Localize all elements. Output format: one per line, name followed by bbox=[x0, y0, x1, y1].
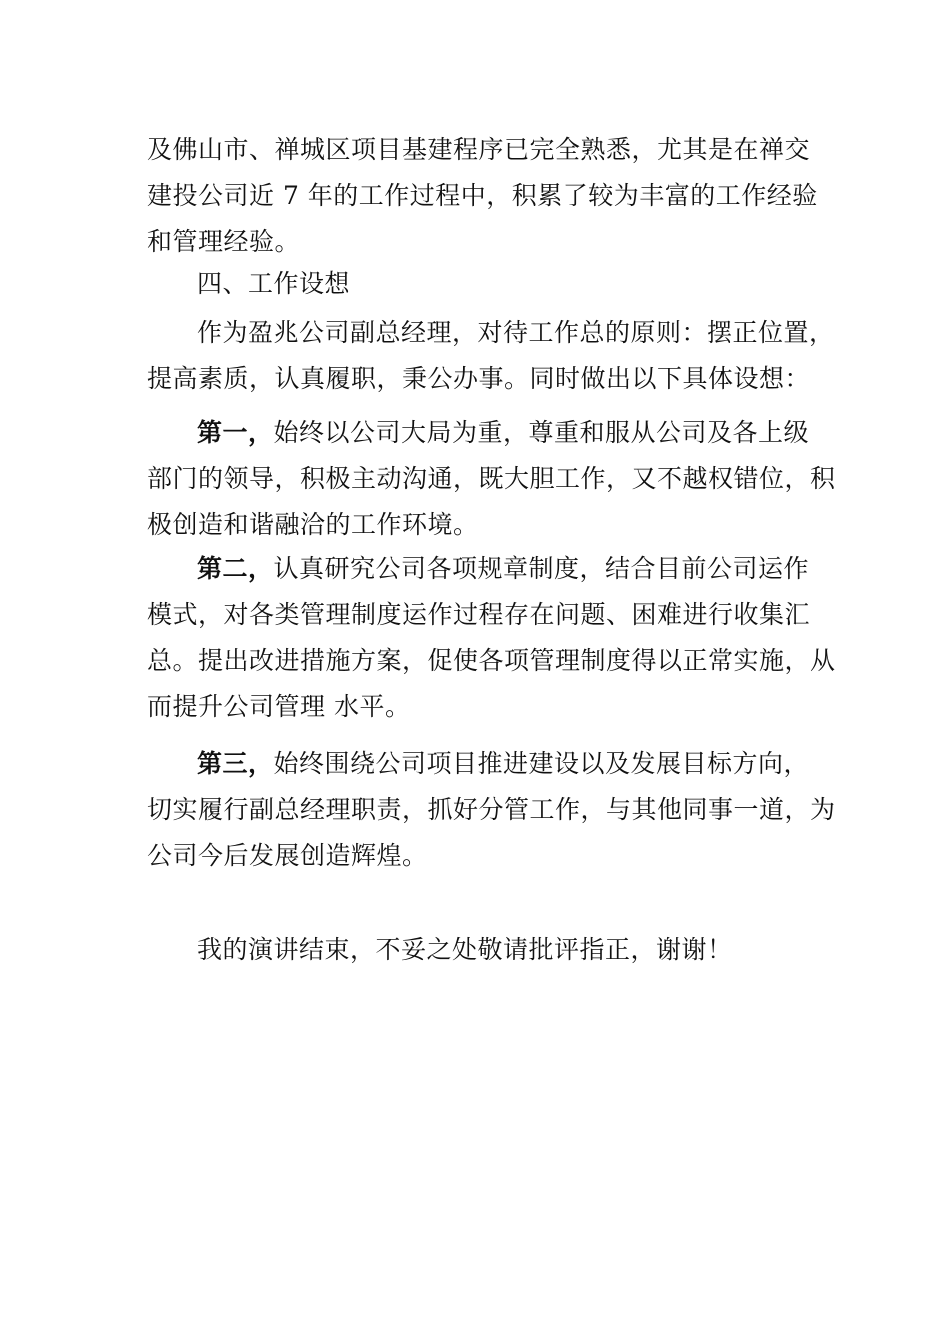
item-first bbox=[147, 410, 836, 548]
text-line: 作为盈兆公司副总经理，对待工作总的原则：摆正位置， bbox=[197, 318, 835, 347]
item-lead: 第一， bbox=[197, 418, 274, 447]
text-line: 和管理经验。 bbox=[147, 227, 301, 256]
text-line: 总。提出改进措施方案，促使各项管理制度得以正常实施，从 bbox=[147, 646, 836, 675]
text-line: 极创造和谐融洽的工作环境。 bbox=[147, 510, 479, 539]
text-line: 而提升公司管理 水平。 bbox=[147, 692, 411, 721]
closing-remark bbox=[147, 927, 807, 973]
item-third bbox=[147, 741, 836, 879]
text-line: 认真研究公司各项规章制度，结合目前公司运作 bbox=[273, 554, 810, 583]
paragraph-principles bbox=[147, 310, 835, 402]
text-line: 提高素质，认真履职，秉公办事。同时做出以下具体设想： bbox=[147, 364, 811, 393]
text-line: 始终围绕公司项目推进建设以及发展目标方向， bbox=[273, 749, 810, 778]
item-second bbox=[147, 546, 836, 730]
text-line: 部门的领导，积极主动沟通，既大胆工作，又不越权错位，积 bbox=[147, 464, 836, 493]
item-lead: 第三， bbox=[197, 749, 274, 778]
item-first-line-1 bbox=[147, 410, 810, 456]
item-third-line-1 bbox=[147, 741, 810, 787]
text-line: 始终以公司大局为重，尊重和服从公司及各上级 bbox=[273, 418, 810, 447]
text-line: 及佛山市、禅城区项目基建程序已完全熟悉，尤其是在禅交 bbox=[147, 135, 811, 164]
section-heading bbox=[147, 261, 807, 307]
paragraph-experience bbox=[147, 127, 818, 265]
heading-text: 四、工作设想 bbox=[197, 269, 351, 298]
text-line: 建投公司近 7 年的工作过程中，积累了较为丰富的工作经验 bbox=[147, 181, 818, 210]
closing-text: 我的演讲结束，不妥之处敬请批评指正，谢谢！ bbox=[197, 935, 733, 964]
item-second-line-1 bbox=[147, 546, 810, 592]
text-line: 切实履行副总经理职责，抓好分管工作，与其他同事一道，为 bbox=[147, 795, 836, 824]
text-line: 模式，对各类管理制度运作过程存在问题、困难进行收集汇 bbox=[147, 600, 811, 629]
item-lead: 第二， bbox=[197, 554, 274, 583]
text-line: 公司今后发展创造辉煌。 bbox=[147, 841, 428, 870]
